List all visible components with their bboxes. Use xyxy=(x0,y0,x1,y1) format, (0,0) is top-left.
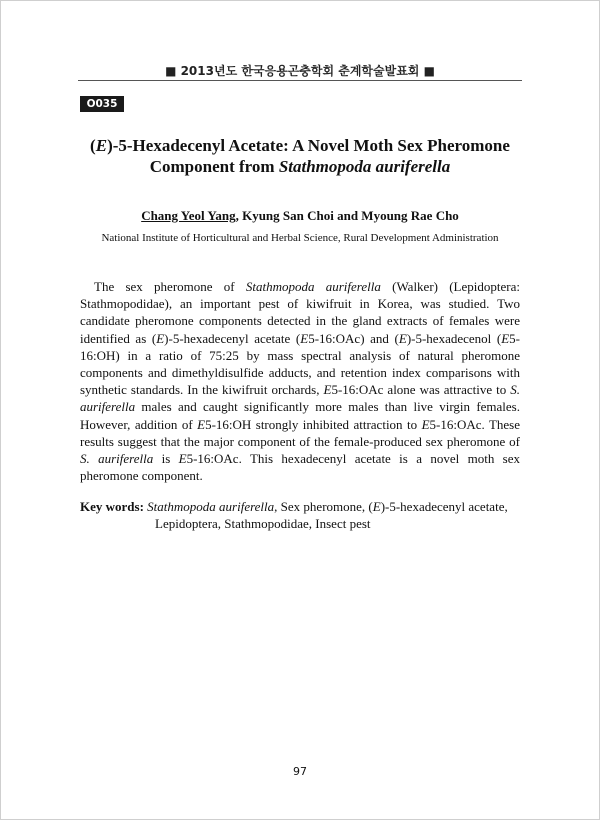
abstract-italic: Stathmopoda auriferella xyxy=(245,279,381,294)
paper-title xyxy=(80,135,520,177)
abstract-text: 5-16:OAc. This hexadecenyl acetate is a novel moth sex pheromone component. xyxy=(80,451,521,484)
keywords xyxy=(80,498,520,532)
abstract-italic: E xyxy=(178,451,187,467)
abstract-italic: E xyxy=(421,416,430,432)
page-number: 97 xyxy=(293,765,307,778)
title-species: Stathmopoda auriferella xyxy=(278,157,451,176)
abstract-text: is xyxy=(153,451,179,467)
keyword-text: )-5-hexadecenyl acetate, xyxy=(380,499,508,514)
abstract-italic: E xyxy=(323,382,332,398)
abstract-italic: S. auriferella xyxy=(80,451,154,467)
abstract-text: 5-16:OH) in a ratio of 75:25 by mass spectral analysis of natural pheromone components and dimethyldisulfide adducts, and retention index comparisons with synthetic standards. In the kiwifruit orchards, xyxy=(80,330,521,398)
abstract-text: 5-16:OAc) and ( xyxy=(308,330,399,346)
abstract-italic: E xyxy=(197,416,206,432)
header-divider xyxy=(78,80,522,81)
keyword-italic: E xyxy=(372,499,381,514)
author-list xyxy=(80,208,520,224)
abstract-text: 5-16:OAc alone was attractive to xyxy=(331,382,511,398)
abstract-text: )-5-hexadecenol ( xyxy=(406,330,502,346)
title-isomer: E xyxy=(95,136,108,155)
co-authors: , Kyung San Choi and Myoung Rae Cho xyxy=(235,208,459,223)
abstract-code-badge: O035 xyxy=(80,96,124,112)
abstract-italic: E xyxy=(300,330,309,346)
conference-header: ■ 2013년도 한국응용곤충학회 춘계학술발표회 ■ xyxy=(165,64,435,78)
abstract-italic: E xyxy=(398,330,407,346)
first-author: Chang Yeol Yang xyxy=(141,208,236,223)
abstract-italic: S. auriferella xyxy=(80,382,520,415)
abstract-text: (Walker) (Lepidoptera: Stathmopodidae), an important pest of kiwifruit in Korea, was studied. Two candidate pheromone components detected in the gland extracts of females were identified as ( xyxy=(80,279,520,346)
keyword-italic: Stathmopoda auriferella xyxy=(147,499,275,514)
abstract-italic: E xyxy=(501,330,510,346)
abstract-text: )-5-hexadecenyl acetate ( xyxy=(164,330,301,346)
abstract-text: 5-16:OH strongly inhibited attraction to xyxy=(205,416,422,432)
abstract-text: males and caught significantly more males than live virgin females. However, addition of xyxy=(80,399,520,432)
title-part: ( xyxy=(90,136,96,155)
title-part: )-5-Hexadecenyl Acetate: A Novel Moth Sex Pheromone xyxy=(107,136,510,155)
abstract-body xyxy=(80,278,520,484)
title-part: Component from xyxy=(149,157,279,176)
abstract-text: 5-16:OAc. These results suggest that the major component of the female-produced sex pheromone of xyxy=(80,416,521,449)
abstract-italic: E xyxy=(156,330,165,346)
keywords-label: Key words: xyxy=(80,499,144,514)
abstract-text: The sex pheromone of xyxy=(94,279,246,294)
keyword-text: Lepidoptera, Stathmopodidae, Insect pest xyxy=(155,516,371,532)
keyword-text: , Sex pheromone, ( xyxy=(274,499,373,514)
affiliation: National Institute of Horticultural and Herbal Science, Rural Development Administration xyxy=(101,232,499,244)
